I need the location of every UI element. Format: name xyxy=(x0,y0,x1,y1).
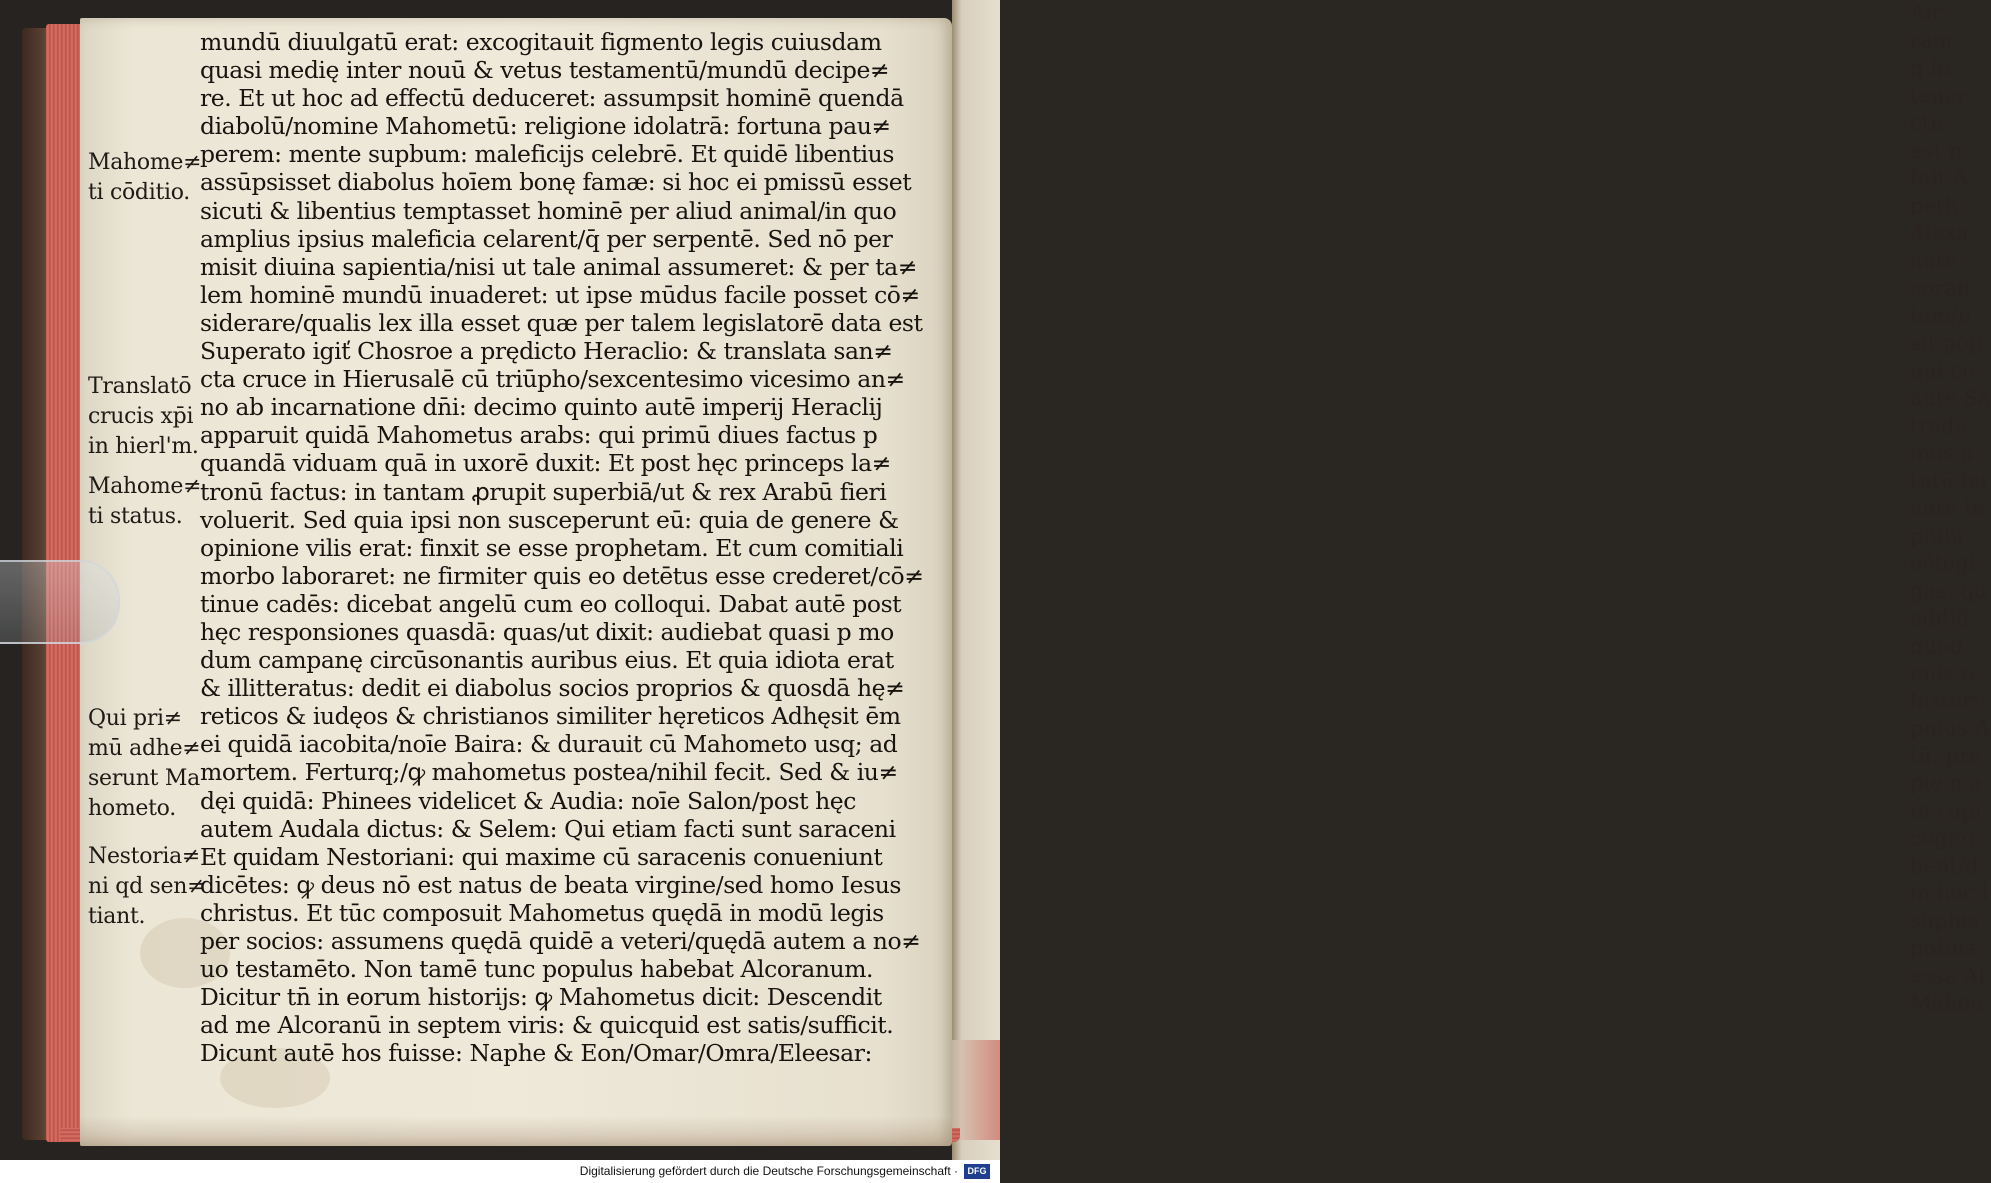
adjacent-text-fragment: autē Sa xyxy=(1910,386,1991,410)
text-line: no ab incarnatione dn̄i: decimo quinto autē imperij Heraclij xyxy=(200,393,883,422)
adjacent-page xyxy=(952,0,1991,1160)
text-line: opinione vilis erat: finxit se esse prophetam. Et cum comitiali xyxy=(200,533,904,562)
adjacent-text-fragment: esse Al xyxy=(1910,963,1985,988)
adjacent-page-edge xyxy=(952,1040,1000,1140)
adjacent-text-fragment: qui co xyxy=(1910,358,1975,383)
margin-note: Translatō crucis xp̄i in hierl'm. xyxy=(88,374,199,459)
text-line: apparuit quidā Mahometus arabs: qui primū diues factus p xyxy=(200,421,878,450)
dfg-logo: DFG xyxy=(964,1164,990,1179)
page-clip xyxy=(0,560,120,644)
text-line: tronū factus: in tantam ꝓrupit superbiā/ut & rex Arabū fieri xyxy=(200,477,887,506)
text-line: quasi medię inter nouū & vetus testamentū/mundū decipe≠ xyxy=(200,56,890,85)
margin-note: Mahome≠ ti cōditio. xyxy=(88,150,202,205)
margin-note: Mahome≠ ti status. xyxy=(88,474,202,529)
adjacent-text-fragment: Alr xyxy=(1910,1,1942,25)
text-line: amplius ipsius maleficia celarent/q̄ per serpentē. Sed nō per xyxy=(200,224,893,253)
adjacent-text-fragment: tem/n xyxy=(1910,303,1972,328)
adjacent-text-fragment: q hi xyxy=(1910,56,1951,80)
adjacent-text-fragment: peth: xyxy=(1910,193,1965,218)
text-line: siderare/qualis lex illa esset quæ per talem legislatorē data est xyxy=(200,308,923,337)
text-line: voluerit. Sed quia ipsi non susceperunt eū: quia de genere & xyxy=(200,505,899,534)
text-line: mundū diuulgatū erat: excogitauit figmento legis cuiusdam xyxy=(200,28,882,56)
adjacent-text-fragment: ctu xyxy=(1910,111,1944,135)
text-line: uo testamēto. Non tamē tunc populus habebat Alcoranum. xyxy=(200,955,874,984)
text-line: morbo laboraret: ne firmiter quis eo detētus esse crederet/cō≠ xyxy=(200,561,924,590)
text-line: & illitteratus: dedit ei diabolus socios proprios & quosdā hę≠ xyxy=(200,674,905,703)
adjacent-text-fragment: tradic xyxy=(1910,413,1973,438)
adjacent-text-fragment: addid xyxy=(1910,606,1970,630)
adjacent-text-fragment: quod xyxy=(1910,633,1964,658)
text-line: ei quidā iacobita/noīe Baira: & durauit cū Mahometo usq; ad xyxy=(200,730,898,759)
text-line: dum campanę circūsonantis auribus eius. Et quia idiota erat xyxy=(200,646,894,675)
adjacent-text-fragment: fuit A xyxy=(1910,166,1969,190)
adjacent-page-text xyxy=(1910,0,1991,1018)
adjacent-text-fragment: in hoc l xyxy=(1910,881,1989,905)
text-line: sicuti & libentius temptasset hominē per aliud animal/in quo xyxy=(200,196,897,225)
text-line: diabolū/nomine Mahometū: religione idolatrā: fortuna pau≠ xyxy=(200,112,891,141)
adjacent-text-fragment: mus n xyxy=(1910,661,1975,685)
text-line: re. Et ut hoc ad effectū deduceret: assumpsit hominē quendā xyxy=(200,84,904,113)
adjacent-text-fragment: pulus A xyxy=(1910,716,1990,740)
text-line: hęc responsiones quasdā: quas/ut dixit: audiebat quasi p mo xyxy=(200,617,894,646)
text-line: misit diuina sapientia/nisi ut tale animal assumeret: & per ta≠ xyxy=(200,252,917,281)
adjacent-text-fragment: mus a xyxy=(1910,441,1974,465)
text-line: ad me Alcoranū in septem viris: & quicquid est satis/sufficit. xyxy=(200,1011,894,1040)
text-line: reticos & iudęos & christianos similiter hęreticos Adhęsit ēm xyxy=(200,702,901,731)
adjacent-text-fragment: coran xyxy=(1910,276,1971,300)
text-line: quandā viduam quā in uxorē duxit: Et post hęc princeps la≠ xyxy=(200,449,891,478)
text-line: assūpsisset diabolus hoīem bonę famæ: si hoc ei pmissū esset xyxy=(200,168,912,197)
adjacent-text-fragment: ram xyxy=(1910,28,1953,53)
adjacent-text-fragment: piulū xyxy=(1910,523,1964,548)
text-line: perem: mente supbum: maleficijs celebrē. Et quidē libentius xyxy=(200,140,894,169)
adjacent-text-fragment: gas: qu xyxy=(1910,578,1988,603)
text-line: cta cruce in Hierusalē cū triūpho/sexcentesimo vicesimo an≠ xyxy=(200,365,905,394)
adjacent-text-fragment: autē xyxy=(1910,248,1957,273)
adjacent-text-fragment: in capi xyxy=(1910,798,1982,823)
text-line: autem Audala dictus: & Selem: Qui etiam facti sunt saraceni xyxy=(200,814,896,843)
text-line: lem hominē mundū inuaderet: ut ipse mūdus facile posset cō≠ xyxy=(200,280,920,309)
text-line: Dicitur tn̄ in eorum historijs: ꝙ Mahometus dicit: Descendit xyxy=(200,983,882,1012)
text-line: tinue cadēs: dicebat angelū cum eo colloqui. Dabat autē post xyxy=(200,589,902,618)
adjacent-text-fragment: est p xyxy=(1910,138,1962,163)
main-text-block xyxy=(200,28,924,1068)
adjacent-text-fragment: potius xyxy=(1910,936,1976,960)
text-line: per socios: assumens quędā quidē a veteri/quędā autem a no≠ xyxy=(200,927,921,955)
text-line: Dicunt autē hos fuisse: Naphe & Eon/Omar/Omra/Eleesar: xyxy=(200,1039,872,1068)
adjacent-text-fragment: bent/d xyxy=(1910,853,1979,878)
digitization-credit: Digitalisierung gefördert durch die Deutsche Forschungsgemeinschaft · xyxy=(579,1164,958,1178)
text-line: christus. Et tūc composuit Mahometus quędā in modū legis xyxy=(200,898,884,927)
adjacent-text-fragment: autē te xyxy=(1910,496,1985,520)
adjacent-text-fragment: Alexa xyxy=(1910,221,1969,245)
adjacent-text-fragment: sit pop xyxy=(1910,331,1983,355)
adjacent-text-fragment: tū; pre xyxy=(1910,743,1982,768)
footer xyxy=(0,1160,1000,1183)
adjacent-text-fragment: Mahon xyxy=(1910,991,1984,1015)
text-line: mortem. Ferturq;/ꝙ mahometus postea/nihil fecit. Sed & iu≠ xyxy=(200,758,898,787)
adjacent-text-fragment: pię ma xyxy=(1910,771,1982,795)
adjacent-text-fragment: supius xyxy=(1910,908,1979,933)
adjacent-text-fragment: tutū bu xyxy=(1910,468,1988,493)
adjacent-text-fragment: oćtogi xyxy=(1910,551,1976,575)
text-line: dicētes: ꝙ deus nō est natus de beata virgine/sed homo Iesus xyxy=(200,870,902,899)
margin-note: Nestoria≠ ni qd sen≠ tiant. xyxy=(88,844,206,929)
adjacent-text-fragment: histori xyxy=(1910,688,1979,713)
margin-note: Qui pri≠ mū adhe≠ serunt Ma hometo. xyxy=(88,706,201,821)
text-line: dęi quidā: Phinees videlicet & Audia: noīe Salon/post hęc xyxy=(200,786,856,815)
text-line: Superato igiť Chosroe a prędicto Heraclio: & translata san≠ xyxy=(200,337,893,366)
adjacent-text-fragment: tener xyxy=(1910,83,1967,108)
text-line: Et quidam Nestoriani: qui maxime cū saracenis conueniunt xyxy=(200,842,883,871)
adjacent-text-fragment: cogno xyxy=(1910,826,1975,850)
